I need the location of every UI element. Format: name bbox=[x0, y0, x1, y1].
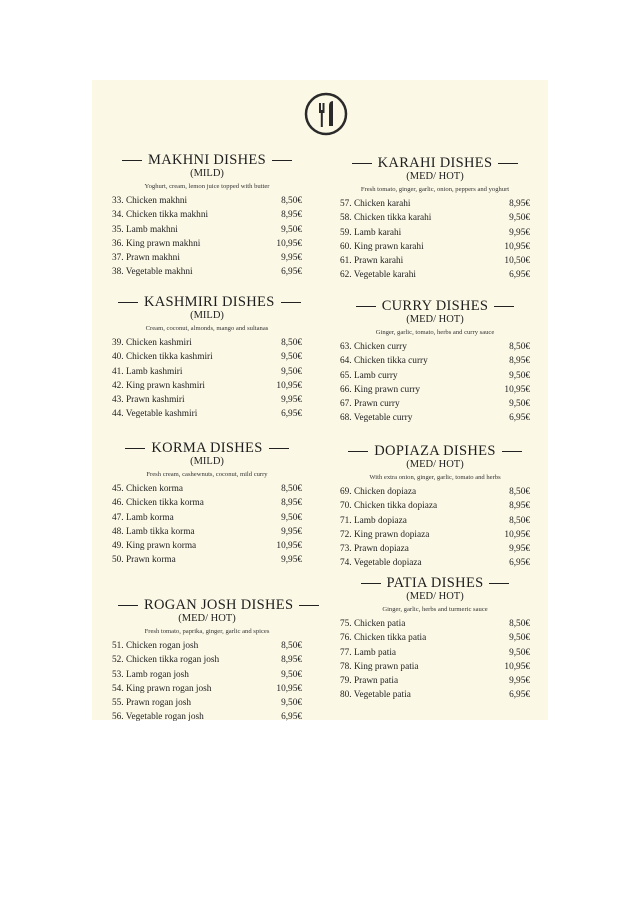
item-price: 6,95€ bbox=[509, 270, 530, 281]
section-makhni bbox=[112, 152, 302, 280]
item-name: 65. Lamb curry bbox=[340, 370, 398, 381]
section-description: With extra onion, ginger, garlic, tomato and herbs bbox=[369, 474, 501, 481]
item-price: 10,95€ bbox=[504, 241, 530, 252]
section-description: Ginger, garlic, tomato, herbs and curry sauce bbox=[375, 329, 495, 336]
item-name: 54. King prawn rogan josh bbox=[112, 683, 212, 694]
item-name: 75. Chicken patia bbox=[340, 619, 406, 629]
item-price: 9,50€ bbox=[509, 399, 530, 410]
item-name: 40. Chicken tikka kashmiri bbox=[112, 352, 213, 363]
item-price: 9,50€ bbox=[281, 512, 302, 523]
item-name: 71. Lamb dopiaza bbox=[340, 515, 407, 526]
item-name: 79. Prawn patia bbox=[340, 676, 399, 687]
curry-title: CURRY DISHES bbox=[381, 298, 489, 314]
item-name: 58. Chicken tikka karahi bbox=[340, 213, 432, 224]
rogan-title: ROGAN JOSH DISHES bbox=[144, 597, 294, 613]
menu-item bbox=[340, 268, 530, 282]
item-price: 6,95€ bbox=[509, 690, 530, 701]
section-title bbox=[340, 298, 530, 314]
item-name: 53. Lamb rogan josh bbox=[112, 669, 189, 680]
spice-level: (MILD) bbox=[190, 310, 224, 321]
section-rogan-josh bbox=[112, 597, 302, 725]
item-name: 48. Lamb tikka korma bbox=[112, 526, 195, 537]
item-price: 10,95€ bbox=[504, 661, 530, 672]
menu-item bbox=[112, 539, 302, 553]
menu-item bbox=[340, 556, 530, 570]
item-list bbox=[112, 639, 302, 725]
menu-item bbox=[112, 350, 302, 364]
item-name: 47. Lamb korma bbox=[112, 512, 174, 523]
item-price: 6,95€ bbox=[281, 267, 302, 278]
item-list bbox=[340, 340, 530, 426]
item-price: 10,95€ bbox=[504, 384, 530, 395]
section-description: Fresh cream, cashewnuts, coconut, mild curry bbox=[146, 471, 268, 478]
item-name: 51. Chicken rogan josh bbox=[112, 641, 199, 651]
menu-item bbox=[112, 668, 302, 682]
spice-level: (MILD) bbox=[190, 168, 224, 179]
menu-item bbox=[340, 340, 530, 354]
menu-item bbox=[112, 223, 302, 237]
menu-item bbox=[112, 511, 302, 525]
menu-item bbox=[340, 485, 530, 499]
item-price: 9,95€ bbox=[509, 227, 530, 238]
item-name: 62. Vegetable karahi bbox=[340, 270, 416, 281]
item-price: 9,50€ bbox=[281, 366, 302, 377]
item-name: 67. Prawn curry bbox=[340, 399, 400, 410]
item-price: 9,95€ bbox=[281, 555, 302, 566]
item-price: 8,95€ bbox=[281, 498, 302, 509]
item-price: 6,95€ bbox=[509, 413, 530, 424]
spice-level: (MILD) bbox=[190, 456, 224, 467]
item-name: 38. Vegetable makhni bbox=[112, 267, 193, 278]
menu-item bbox=[112, 194, 302, 208]
item-name: 80. Vegetable patia bbox=[340, 690, 411, 701]
menu-item bbox=[112, 379, 302, 393]
section-dopiaza bbox=[340, 443, 530, 571]
section-description: Fresh tomato, paprika, ginger, garlic and spices bbox=[144, 628, 270, 635]
item-name: 59. Lamb karahi bbox=[340, 227, 402, 238]
section-title bbox=[340, 575, 530, 591]
section-description: Ginger, garlic, herbs and turmeric sauce bbox=[382, 606, 488, 613]
karahi-title: KARAHI DISHES bbox=[377, 155, 493, 171]
menu-item bbox=[112, 407, 302, 421]
menu-item bbox=[112, 336, 302, 350]
menu-item bbox=[340, 660, 530, 674]
item-price: 9,50€ bbox=[281, 698, 302, 709]
menu-item bbox=[340, 354, 530, 368]
item-price: 9,50€ bbox=[281, 224, 302, 235]
item-name: 46. Chicken tikka korma bbox=[112, 498, 204, 509]
item-price: 8,95€ bbox=[509, 356, 530, 367]
item-name: 39. Chicken kashmiri bbox=[112, 338, 192, 348]
menu-item bbox=[340, 211, 530, 225]
menu-item bbox=[112, 696, 302, 710]
menu-item bbox=[112, 682, 302, 696]
item-price: 10,95€ bbox=[276, 380, 302, 391]
item-price: 8,50€ bbox=[509, 515, 530, 526]
menu-item bbox=[340, 411, 530, 425]
menu-item bbox=[340, 674, 530, 688]
menu-item bbox=[340, 646, 530, 660]
item-name: 63. Chicken curry bbox=[340, 342, 407, 352]
item-name: 36. King prawn makhni bbox=[112, 238, 201, 249]
item-name: 45. Chicken korma bbox=[112, 484, 184, 494]
section-title bbox=[112, 440, 302, 456]
section-description: Cream, coconut, almonds, mango and sultanas bbox=[145, 325, 269, 332]
item-name: 52. Chicken tikka rogan josh bbox=[112, 655, 220, 666]
menu-item bbox=[340, 383, 530, 397]
section-karahi bbox=[340, 155, 530, 283]
korma-title: KORMA DISHES bbox=[151, 440, 263, 456]
section-title bbox=[112, 152, 302, 168]
dopiaza-title: DOPIAZA DISHES bbox=[374, 443, 496, 459]
item-name: 70. Chicken tikka dopiaza bbox=[340, 501, 438, 512]
item-name: 72. King prawn dopiaza bbox=[340, 529, 430, 540]
item-name: 44. Vegetable kashmiri bbox=[112, 409, 198, 420]
menu-item bbox=[112, 639, 302, 653]
item-name: 77. Lamb patia bbox=[340, 647, 397, 658]
item-price: 9,50€ bbox=[281, 352, 302, 363]
item-list bbox=[112, 336, 302, 422]
menu-item bbox=[112, 482, 302, 496]
menu-item bbox=[112, 365, 302, 379]
menu-item bbox=[112, 393, 302, 407]
item-price: 8,50€ bbox=[509, 487, 530, 497]
item-price: 10,95€ bbox=[276, 541, 302, 552]
spice-level: (MED/ HOT) bbox=[178, 613, 236, 624]
menu-item bbox=[112, 525, 302, 539]
menu-item bbox=[112, 251, 302, 265]
item-price: 6,95€ bbox=[281, 409, 302, 420]
menu-item bbox=[340, 542, 530, 556]
menu-item bbox=[340, 240, 530, 254]
makhni-title: MAKHNI DISHES bbox=[148, 152, 266, 168]
spice-level: (MED/ HOT) bbox=[406, 171, 464, 182]
menu-item bbox=[340, 528, 530, 542]
menu-item bbox=[340, 226, 530, 240]
section-description: Fresh tomato, ginger, garlic, onion, peppers and yoghurt bbox=[360, 186, 510, 193]
item-name: 74. Vegetable dopiaza bbox=[340, 558, 422, 569]
spice-level: (MED/ HOT) bbox=[406, 314, 464, 325]
item-name: 43. Prawn kashmiri bbox=[112, 395, 185, 406]
section-korma bbox=[112, 440, 302, 568]
menu-item bbox=[112, 653, 302, 667]
item-price: 10,95€ bbox=[276, 238, 302, 249]
menu-item bbox=[112, 553, 302, 567]
spice-level: (MED/ HOT) bbox=[406, 459, 464, 470]
item-list bbox=[340, 197, 530, 283]
item-name: 55. Prawn rogan josh bbox=[112, 698, 192, 709]
item-name: 56. Vegetable rogan josh bbox=[112, 712, 204, 723]
item-name: 76. Chicken tikka patia bbox=[340, 633, 427, 644]
section-kashmiri bbox=[112, 294, 302, 422]
item-name: 61. Prawn karahi bbox=[340, 256, 404, 267]
item-list bbox=[112, 482, 302, 568]
menu-item bbox=[340, 617, 530, 631]
section-title bbox=[112, 294, 302, 310]
item-price: 8,50€ bbox=[509, 619, 530, 629]
item-price: 9,95€ bbox=[509, 676, 530, 687]
item-price: 9,50€ bbox=[509, 647, 530, 658]
item-price: 10,50€ bbox=[504, 256, 530, 267]
item-price: 8,50€ bbox=[281, 196, 302, 206]
item-price: 8,50€ bbox=[509, 342, 530, 352]
section-title bbox=[112, 597, 302, 613]
item-list bbox=[112, 194, 302, 280]
item-name: 33. Chicken makhni bbox=[112, 196, 188, 206]
item-price: 8,95€ bbox=[509, 199, 530, 209]
menu-item bbox=[340, 514, 530, 528]
item-name: 64. Chicken tikka curry bbox=[340, 356, 428, 367]
item-name: 66. King prawn curry bbox=[340, 384, 421, 395]
item-price: 9,95€ bbox=[509, 544, 530, 555]
item-price: 9,50€ bbox=[509, 370, 530, 381]
menu-item bbox=[112, 265, 302, 279]
spice-level: (MED/ HOT) bbox=[406, 591, 464, 602]
item-list bbox=[340, 617, 530, 703]
item-name: 69. Chicken dopiaza bbox=[340, 487, 417, 497]
item-price: 9,95€ bbox=[281, 253, 302, 264]
menu-item bbox=[340, 254, 530, 268]
item-list bbox=[340, 485, 530, 571]
item-price: 8,95€ bbox=[281, 210, 302, 221]
item-price: 6,95€ bbox=[281, 712, 302, 723]
item-price: 9,50€ bbox=[281, 669, 302, 680]
cutlery-logo-icon bbox=[304, 92, 348, 136]
menu-item bbox=[340, 197, 530, 211]
item-name: 34. Chicken tikka makhni bbox=[112, 210, 209, 221]
item-price: 6,95€ bbox=[509, 558, 530, 569]
item-price: 9,50€ bbox=[509, 633, 530, 644]
item-name: 35. Lamb makhni bbox=[112, 224, 178, 235]
item-price: 9,95€ bbox=[281, 526, 302, 537]
item-name: 49. King prawn korma bbox=[112, 541, 197, 552]
menu-item bbox=[340, 631, 530, 645]
item-price: 9,95€ bbox=[281, 395, 302, 406]
section-description: Yoghurt, cream, lemon juice topped with butter bbox=[144, 183, 270, 190]
item-price: 10,95€ bbox=[504, 529, 530, 540]
item-name: 37. Prawn makhni bbox=[112, 253, 180, 264]
menu-item bbox=[112, 237, 302, 251]
section-title bbox=[340, 443, 530, 459]
menu-item bbox=[340, 369, 530, 383]
item-price: 8,95€ bbox=[509, 501, 530, 512]
item-name: 42. King prawn kashmiri bbox=[112, 380, 205, 391]
section-patia bbox=[340, 575, 530, 703]
item-name: 41. Lamb kashmiri bbox=[112, 366, 183, 377]
menu-item bbox=[340, 688, 530, 702]
menu-item bbox=[112, 208, 302, 222]
item-price: 9,50€ bbox=[509, 213, 530, 224]
menu-item bbox=[112, 496, 302, 510]
item-name: 50. Prawn korma bbox=[112, 555, 176, 566]
item-name: 68. Vegetable curry bbox=[340, 413, 413, 424]
item-price: 8,50€ bbox=[281, 641, 302, 651]
item-name: 57. Chicken karahi bbox=[340, 199, 411, 209]
item-price: 8,95€ bbox=[281, 655, 302, 666]
menu-item bbox=[112, 710, 302, 724]
item-name: 73. Prawn dopiaza bbox=[340, 544, 409, 555]
item-price: 10,95€ bbox=[276, 683, 302, 694]
item-name: 78. King prawn patia bbox=[340, 661, 419, 672]
menu-item bbox=[340, 499, 530, 513]
patia-title: PATIA DISHES bbox=[386, 575, 484, 591]
item-name: 60. King prawn karahi bbox=[340, 241, 424, 252]
kashmiri-title: KASHMIRI DISHES bbox=[144, 294, 275, 310]
menu-item bbox=[340, 397, 530, 411]
item-price: 8,50€ bbox=[281, 338, 302, 348]
section-curry bbox=[340, 298, 530, 426]
section-title bbox=[340, 155, 530, 171]
item-price: 8,50€ bbox=[281, 484, 302, 494]
